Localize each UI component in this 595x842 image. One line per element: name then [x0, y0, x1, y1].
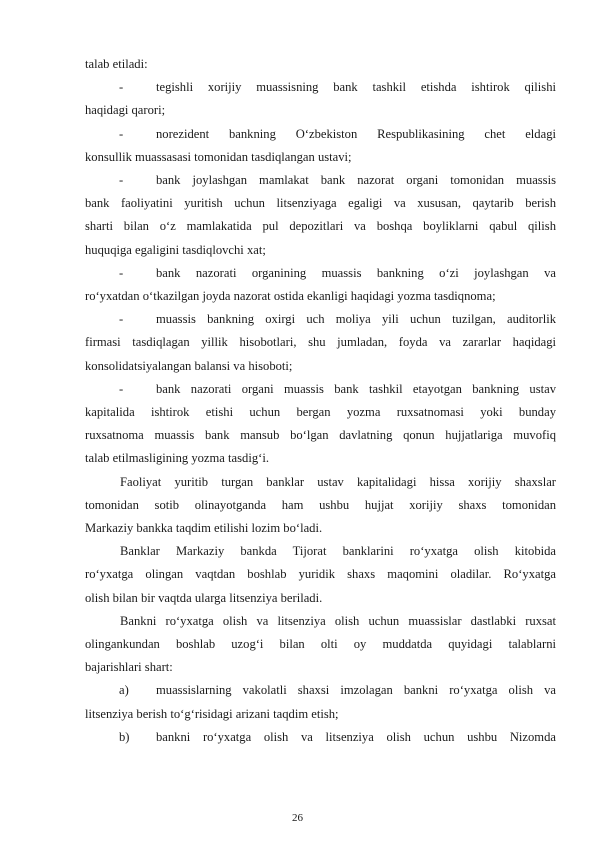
paragraph-line: Faoliyat yuritib turgan banklar ustav kapitalidagi hissa xorijiy shaxslar — [120, 474, 556, 489]
paragraph — [85, 471, 556, 541]
list-item-line: sharti bilan o‘z mamlakatida pul depozitlari va boshqa boyliklarni qabul qilish — [85, 219, 556, 234]
list-marker: b) — [119, 729, 130, 744]
list-item-continuation: huquqiga egaligini tasdiqlovchi xat; — [85, 242, 266, 257]
list-item — [85, 262, 556, 308]
list-item-continuation: konsolidatsiyalangan balansi va hisoboti; — [85, 358, 293, 373]
document-body — [85, 53, 556, 749]
lettered-item — [85, 726, 556, 749]
paragraph — [85, 540, 556, 610]
list-item-first-line: bank joylashgan mamlakat bank nazorat organi tomonidan muassis — [156, 173, 556, 188]
list-item-first-line: bank nazorati organining muassis bankning o‘zi joylashgan va — [156, 265, 556, 280]
list-marker: - — [119, 80, 124, 95]
paragraph-last-line: bajarishlari shart: — [85, 660, 173, 675]
list-marker: - — [119, 173, 124, 188]
list-item-continuation: haqidagi qarori; — [85, 103, 166, 118]
list-item-continuation: litsenziya berish to‘g‘risidagi arizani taqdim etish; — [85, 706, 339, 721]
paragraph-last-line: olish bilan bir vaqtda ularga litsenziya beriladi. — [85, 590, 323, 605]
paragraph-line: Banklar Markaziy bankda Tijorat banklarini ro‘yxatga olish kitobida — [120, 544, 556, 559]
list-item — [85, 76, 556, 122]
page-number: 26 — [292, 812, 303, 824]
list-marker: a) — [119, 683, 129, 698]
list-item-line: firmasi tasdiqlagan yillik hisobotlari, shu jumladan, foyda va zararlar haqidagi — [85, 335, 556, 350]
list-item-first-line: bank nazorati organi muassis bank tashkil etayotgan bankning ustav — [156, 381, 556, 396]
lead-text: talab etiladi: — [85, 57, 148, 71]
list-item-continuation: talab etilmasligining yozma tasdig‘i. — [85, 451, 269, 466]
list-item — [85, 308, 556, 378]
list-item-first-line: muassis bankning oxirgi uch moliya yili uchun tuzilgan, auditorlik — [156, 312, 556, 327]
list-marker: - — [119, 381, 124, 396]
list-marker: - — [119, 265, 124, 280]
list-item-first-line: muassislarning vakolatli shaxsi imzolagan bankni ro‘yxatga olish va — [156, 683, 556, 698]
list-item-line: bank faoliyatini yuritish uchun litsenziyaga egaligi va xususan, qaytarib berish — [85, 196, 556, 211]
paragraph-line: ro‘yxatga olingan vaqtdan boshlab yuridik shaxs maqomini oladilar. Ro‘yxatga — [85, 567, 556, 582]
list-marker: - — [119, 312, 124, 327]
paragraph-line: olingankundan boshlab uzog‘i bilan olti oy muddatda quyidagi talablarni — [85, 637, 556, 652]
list-item-first-line: norezident bankning O‘zbekiston Respublikasining chet eldagi — [156, 126, 556, 141]
list-item-first-line: bankni ro‘yxatga olish va litsenziya olish uchun ushbu Nizomda — [156, 729, 556, 744]
lettered-item — [85, 679, 556, 725]
list-item — [85, 123, 556, 169]
list-item-continuation: ro‘yxatdan o‘tkazilgan joyda nazorat ostida ekanligi haqidagi yozma tasdiqnoma; — [85, 289, 496, 304]
list-item — [85, 378, 556, 471]
paragraph-last-line: Markaziy bankka taqdim etilishi lozim bo‘ladi. — [85, 521, 323, 536]
list-item-first-line: tegishli xorijiy muassisning bank tashkil etishda ishtirok qilishi — [156, 80, 556, 95]
paragraph — [85, 610, 556, 680]
list-item — [85, 169, 556, 262]
list-item-line: kapitalida ishtirok etishi uchun bergan yozma ruxsatnomasi yoki bunday — [85, 405, 556, 420]
paragraph-line: tomonidan sotib olinayotganda ham ushbu hujjat xorijiy shaxs tomonidan — [85, 497, 556, 512]
list-marker: - — [119, 126, 124, 141]
paragraph-line: Bankni ro‘yxatga olish va litsenziya olish uchun muassislar dastlabki ruxsat — [120, 613, 556, 628]
list-item-line: ruxsatnoma muassis bank mansub bo‘lgan davlatning qonun hujjatlariga muvofiq — [85, 428, 556, 443]
list-item-continuation: konsullik muassasasi tomonidan tasdiqlangan ustavi; — [85, 149, 352, 164]
